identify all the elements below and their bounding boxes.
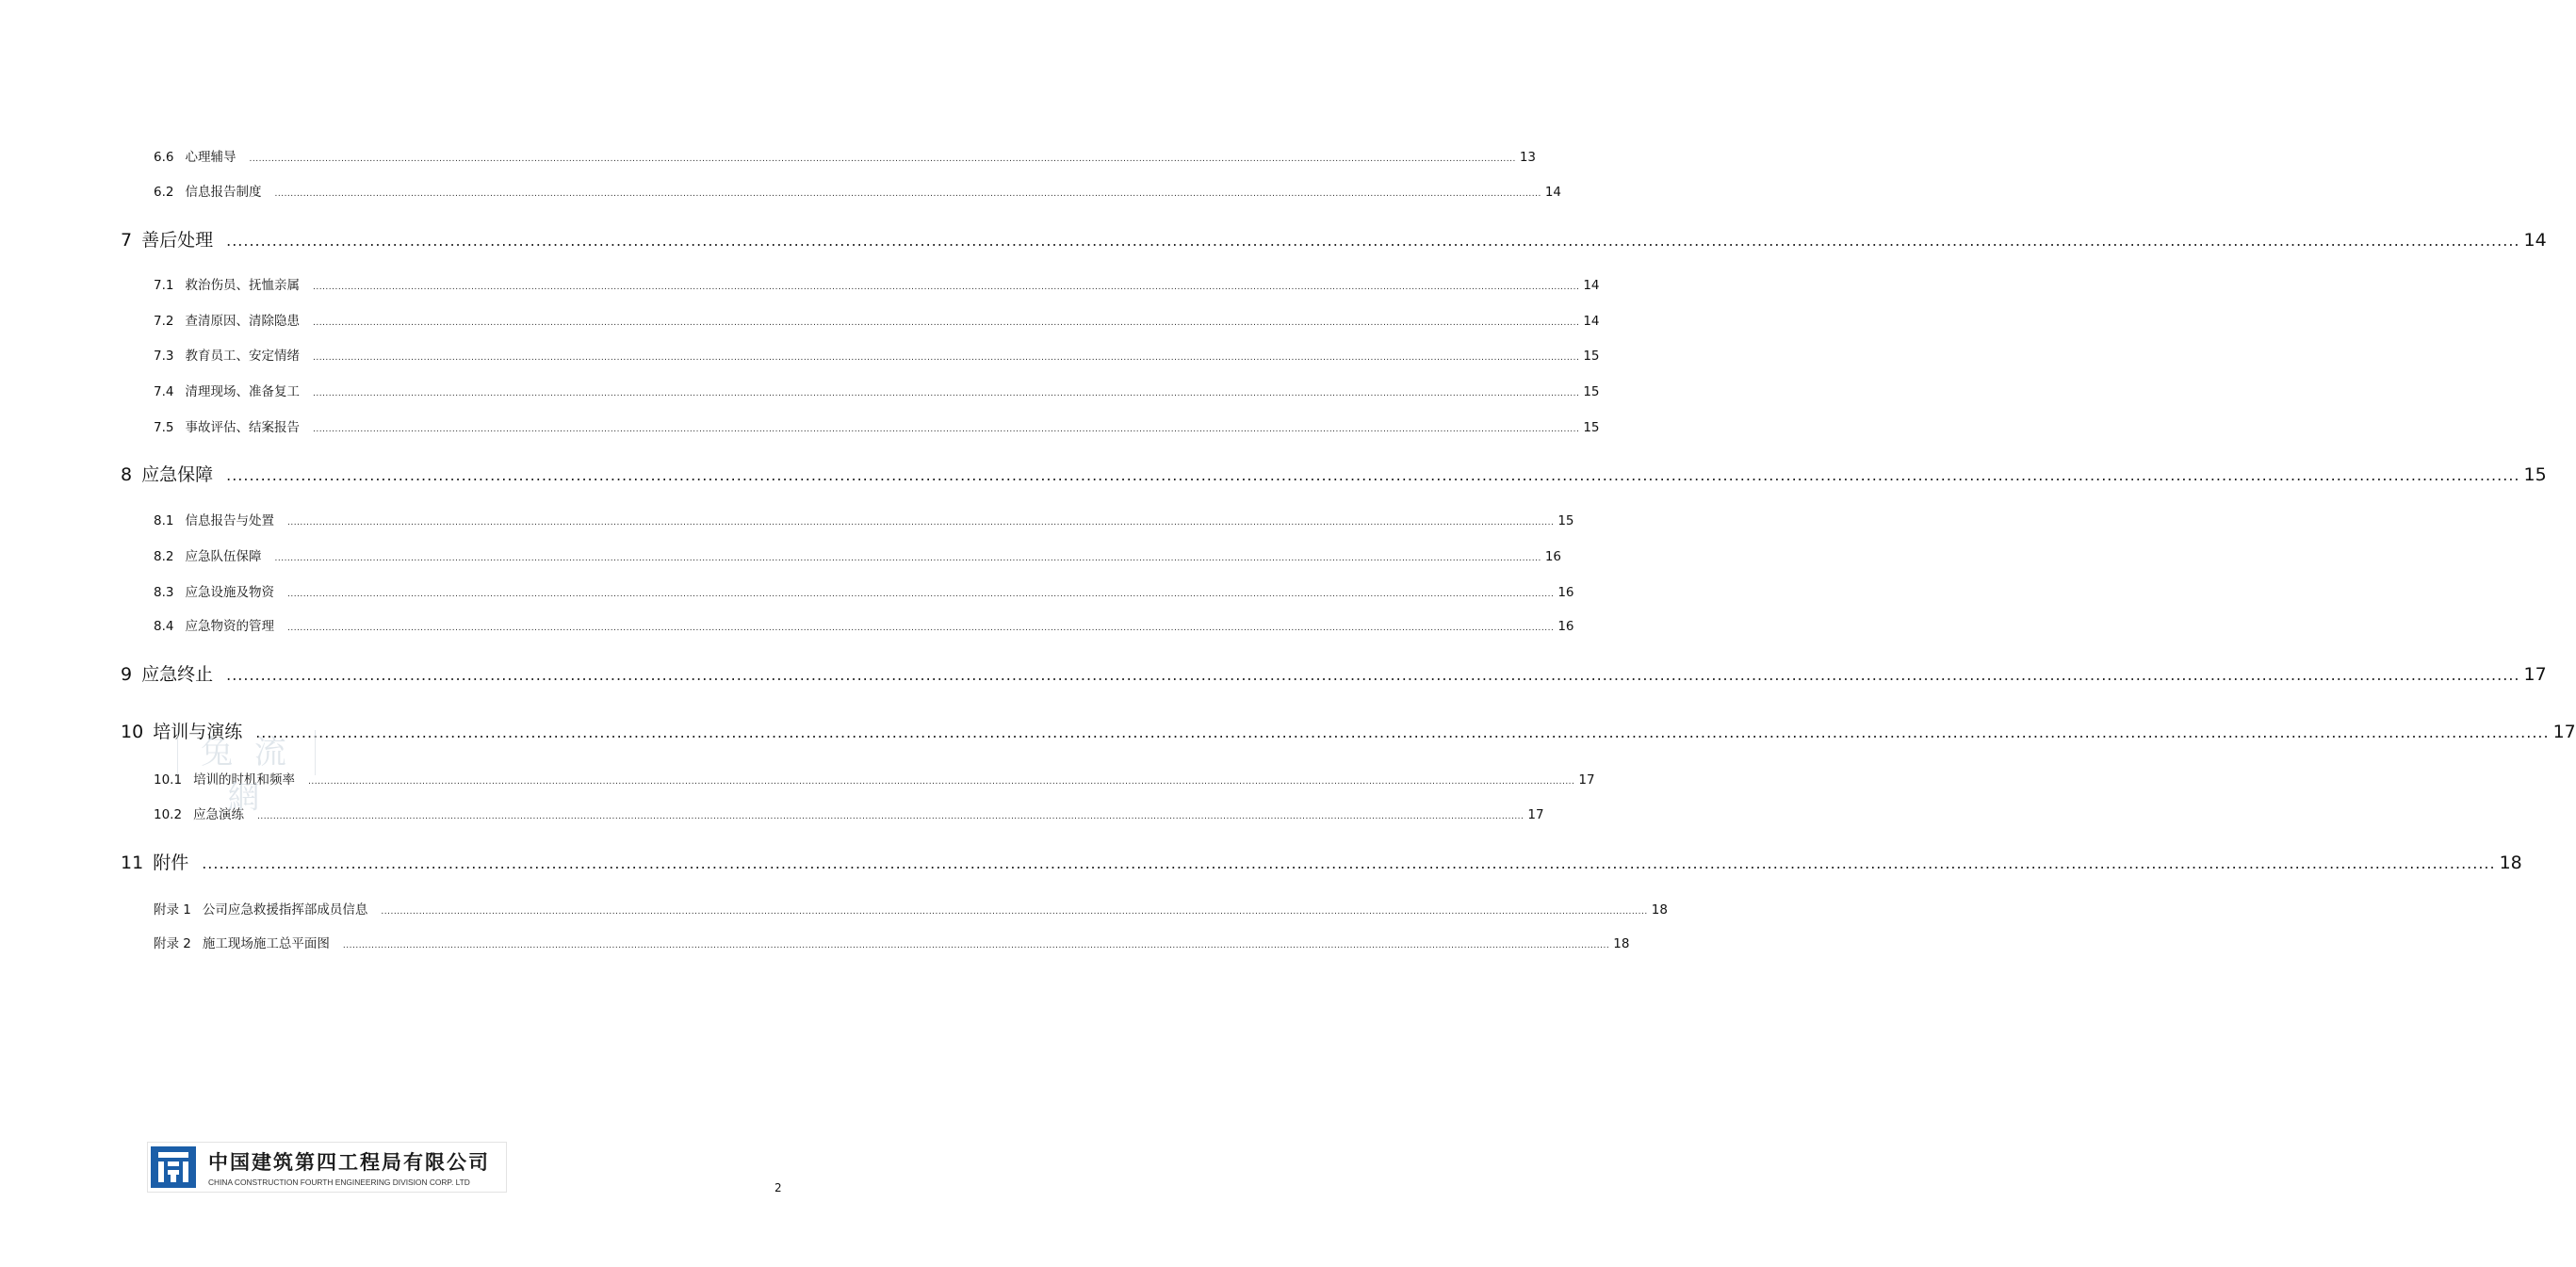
toc-entry-6-6[interactable] [154, 146, 1537, 165]
toc-entry-6-2[interactable] [154, 181, 1562, 200]
toc-page: 14 [1583, 278, 1600, 293]
toc-entry-7-1[interactable] [154, 274, 1600, 293]
toc-page: 17 [1527, 807, 1544, 822]
toc-title: 心理辅导 [185, 150, 236, 165]
toc-entry-7-4[interactable] [154, 381, 1600, 399]
toc-number: 10.1 [154, 772, 183, 788]
toc-title: 查清原因、清除隐患 [185, 314, 300, 329]
toc-number: 11 [121, 853, 144, 873]
toc-number: 7.4 [154, 384, 174, 399]
toc-page: 14 [1544, 185, 1562, 200]
cscec-logo-icon [151, 1146, 196, 1188]
toc-number: 8.3 [154, 585, 174, 600]
toc-leader: ................................................................................................................................................................................................................................................................................................................................................................................................................ [226, 666, 2520, 684]
toc-page: 18 [1651, 902, 1668, 918]
toc-title: 施工现场施工总平面图 [202, 936, 330, 951]
toc-leader: ................................................................................................................................................................................................................................................................................................................................................................................................................ [255, 723, 2550, 741]
toc-leader: ................................................................................................................................................................................................................................................................................................................................................................................................................ [274, 189, 1541, 199]
toc-title: 信息报告制度 [185, 185, 262, 200]
toc-entry-7-5[interactable] [154, 416, 1600, 435]
toc-leader: ................................................................................................................................................................................................................................................................................................................................................................................................................ [286, 624, 1555, 633]
toc-entry-8-2[interactable] [154, 545, 1562, 564]
toc-page: 13 [1519, 150, 1537, 165]
toc-number: 8 [121, 464, 133, 485]
toc-leader: ................................................................................................................................................................................................................................................................................................................................................................................................................ [286, 518, 1555, 528]
toc-entry-8-3[interactable] [154, 581, 1574, 600]
toc-page: 17 [2552, 722, 2576, 742]
toc-page: 15 [1583, 349, 1600, 364]
toc-number: 7.3 [154, 349, 174, 364]
toc-leader: ................................................................................................................................................................................................................................................................................................................................................................................................................ [312, 283, 1580, 292]
toc-entry-appendix-1[interactable] [154, 899, 1668, 918]
toc-leader: ................................................................................................................................................................................................................................................................................................................................................................................................................ [226, 232, 2520, 250]
toc-leader: ................................................................................................................................................................................................................................................................................................................................................................................................................ [249, 154, 1516, 164]
toc-entry-9[interactable] [121, 660, 2547, 686]
toc-title: 应急演练 [193, 807, 245, 822]
toc-number: 8.2 [154, 549, 174, 564]
toc-number: 9 [121, 664, 133, 685]
toc-page: 15 [1583, 420, 1600, 435]
toc-leader: ................................................................................................................................................................................................................................................................................................................................................................................................................ [226, 466, 2520, 484]
toc-page: 15 [1583, 384, 1600, 399]
company-name-en: CHINA CONSTRUCTION FOURTH ENGINEERING DIVISION CORP. LTD [208, 1178, 470, 1187]
toc-leader: ................................................................................................................................................................................................................................................................................................................................................................................................................ [202, 854, 2496, 872]
toc-entry-8-4[interactable] [154, 615, 1574, 634]
toc-leader: ................................................................................................................................................................................................................................................................................................................................................................................................................ [342, 941, 1610, 950]
toc-title: 信息报告与处置 [185, 513, 274, 528]
toc-leader: ................................................................................................................................................................................................................................................................................................................................................................................................................ [274, 554, 1541, 563]
company-name-cn: 中国建筑第四工程局有限公司 [208, 1151, 490, 1174]
toc-number: 7.5 [154, 420, 174, 435]
toc-title: 教育员工、安定情绪 [185, 349, 300, 364]
watermark: 兔 流 網 [177, 730, 316, 775]
toc-number: 7 [121, 230, 133, 251]
page-number: 2 [774, 1181, 782, 1194]
toc-title: 应急队伍保障 [185, 549, 262, 564]
toc-leader: ................................................................................................................................................................................................................................................................................................................................................................................................................ [312, 318, 1580, 328]
toc-leader: ................................................................................................................................................................................................................................................................................................................................................................................................................ [286, 590, 1555, 599]
toc-title: 应急终止 [141, 664, 214, 685]
toc-page: 16 [1557, 619, 1574, 634]
toc-number: 10 [121, 722, 144, 742]
toc-page: 16 [1544, 549, 1562, 564]
toc-title: 公司应急救援指挥部成员信息 [202, 902, 368, 918]
toc-number: 8.1 [154, 513, 174, 528]
toc-number: 附录 2 [154, 936, 191, 951]
toc-title: 清理现场、准备复工 [185, 384, 300, 399]
toc-title: 附件 [153, 853, 189, 873]
toc-leader: ................................................................................................................................................................................................................................................................................................................................................................................................................ [312, 389, 1580, 398]
toc-entry-appendix-2[interactable] [154, 933, 1630, 951]
toc-number: 6.6 [154, 150, 174, 165]
toc-page: 14 [1583, 314, 1600, 329]
toc-entry-8[interactable] [121, 461, 2547, 486]
toc-page: 18 [1613, 936, 1630, 951]
toc-page: 16 [1557, 585, 1574, 600]
toc-page: 14 [2523, 230, 2547, 251]
toc-entry-8-1[interactable] [154, 510, 1574, 528]
toc-leader: ................................................................................................................................................................................................................................................................................................................................................................................................................ [312, 425, 1580, 434]
toc-leader: ................................................................................................................................................................................................................................................................................................................................................................................................................ [308, 777, 1575, 787]
toc-leader: ................................................................................................................................................................................................................................................................................................................................................................................................................ [257, 812, 1524, 821]
toc-entry-7-3[interactable] [154, 345, 1600, 364]
toc-leader: ................................................................................................................................................................................................................................................................................................................................................................................................................ [381, 907, 1648, 917]
toc-title: 救治伤员、抚恤亲属 [185, 278, 300, 293]
toc-number: 6.2 [154, 185, 174, 200]
toc-title: 善后处理 [141, 230, 214, 251]
company-logo-banner [147, 1142, 507, 1193]
toc-title: 培训与演练 [153, 722, 243, 742]
toc-page: 17 [2523, 664, 2547, 685]
toc-title: 应急保障 [141, 464, 214, 485]
toc-number: 附录 1 [154, 902, 191, 918]
toc-page: 18 [2499, 853, 2522, 873]
toc-title: 应急设施及物资 [185, 585, 274, 600]
toc-title: 应急物资的管理 [185, 619, 274, 634]
toc-title: 事故评估、结案报告 [185, 420, 300, 435]
toc-number: 8.4 [154, 619, 174, 634]
toc-entry-7[interactable] [121, 226, 2547, 252]
toc-leader: ................................................................................................................................................................................................................................................................................................................................................................................................................ [312, 353, 1580, 363]
toc-page: 15 [2523, 464, 2547, 485]
toc-page: 15 [1557, 513, 1574, 528]
toc-title: 培训的时机和频率 [193, 772, 296, 788]
toc-number: 7.2 [154, 314, 174, 329]
toc-page: 17 [1578, 772, 1595, 788]
toc-number: 10.2 [154, 807, 183, 822]
toc-entry-7-2[interactable] [154, 310, 1600, 329]
toc-number: 7.1 [154, 278, 174, 293]
toc-entry-11[interactable] [121, 849, 2522, 874]
